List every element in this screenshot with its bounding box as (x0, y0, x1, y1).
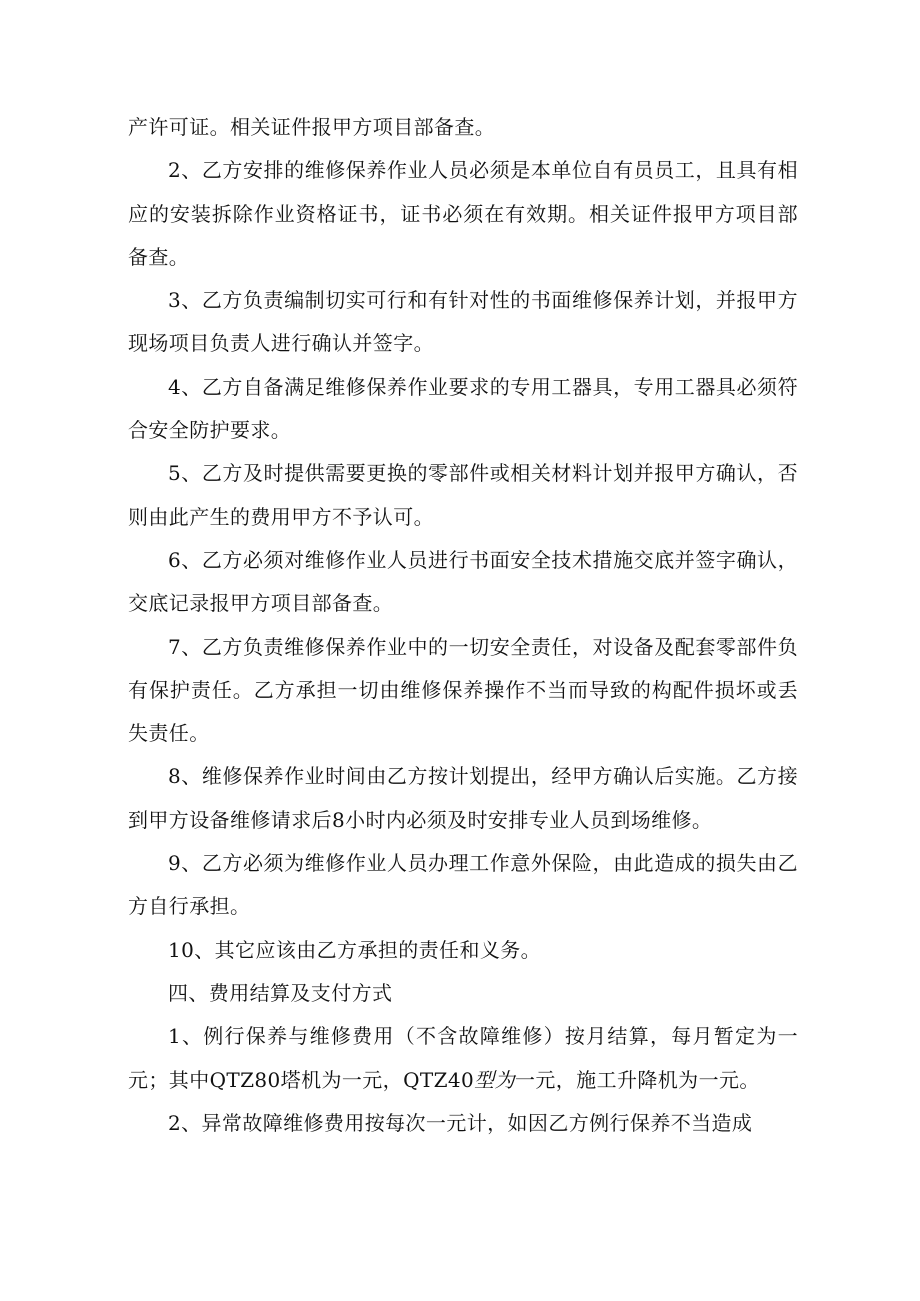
paragraph-10 (128, 929, 798, 972)
paragraph-8-text: 8、维修保养作业时间由乙方按计划提出，经甲方确认后实施。乙方接到甲方设备维修请求后8小时内必须及时安排专业人员到场维修。 (128, 764, 798, 832)
paragraph-12-tail: 一元，施工升降机为一元。 (514, 1067, 760, 1092)
section-heading-text: 四、费用结算及支付方式 (168, 980, 393, 1005)
paragraph-1-text: 产许可证。相关证件报甲方项目部备查。 (128, 115, 496, 139)
paragraph-12-italic: 型为 (474, 1067, 515, 1092)
paragraph-10-text: 10、其它应该由乙方承担的责任和义务。 (168, 937, 542, 962)
paragraph-3 (128, 279, 798, 366)
paragraph-2-text: 2、乙方安排的维修保养作业人员必须是本单位自有员员工，且具有相应的安装拆除作业资格证书，证书必须在有效期。相关证件报甲方项目部备查。 (128, 158, 798, 269)
paragraph-7 (128, 626, 798, 756)
paragraph-4-text: 4、乙方自备满足维修保养作业要求的专用工器具，专用工器具必须符合安全防护要求。 (128, 374, 798, 443)
section-heading-fee-settlement (128, 972, 798, 1015)
paragraph-7-text: 7、乙方负责维修保养作业中的一切安全责任，对设备及配套零部件负有保护责任。乙方承担一切由维修保养操作不当而导致的构配件损坏或丢失责任。 (128, 634, 798, 746)
paragraph-9 (128, 842, 798, 929)
paragraph-13 (128, 1102, 798, 1145)
paragraph-2 (128, 149, 798, 279)
paragraph-6-text: 6、乙方必须对维修作业人员进行书面安全技术措施交底并签字确认，交底记录报甲方项目部备查。 (128, 547, 798, 616)
paragraph-8 (128, 755, 798, 842)
paragraph-13-text: 2、异常故障维修费用按每次一元计，如因乙方例行保养不当造成 (168, 1110, 753, 1135)
paragraph-1 (128, 106, 798, 149)
document-body (128, 106, 798, 1145)
paragraph-9-text: 9、乙方必须为维修作业人员办理工作意外保险，由此造成的损失由乙方自行承担。 (128, 851, 798, 919)
paragraph-3-text: 3、乙方负责编制切实可行和有针对性的书面维修保养计划，并报甲方现场项目负责人进行确认并签字。 (128, 288, 798, 356)
paragraph-6 (128, 539, 798, 626)
paragraph-5 (128, 452, 798, 539)
paragraph-12 (128, 1015, 798, 1102)
paragraph-4 (128, 366, 798, 453)
paragraph-5-text: 5、乙方及时提供需要更换的零部件或相关材料计划并报甲方确认，否则由此产生的费用甲方不予认可。 (128, 461, 798, 529)
paragraph-12-text: 1、例行保养与维修费用（不含故障维修）按月结算，每月暂定为一元；其中QTZ80塔机为一元，QTZ40 (128, 1024, 798, 1092)
